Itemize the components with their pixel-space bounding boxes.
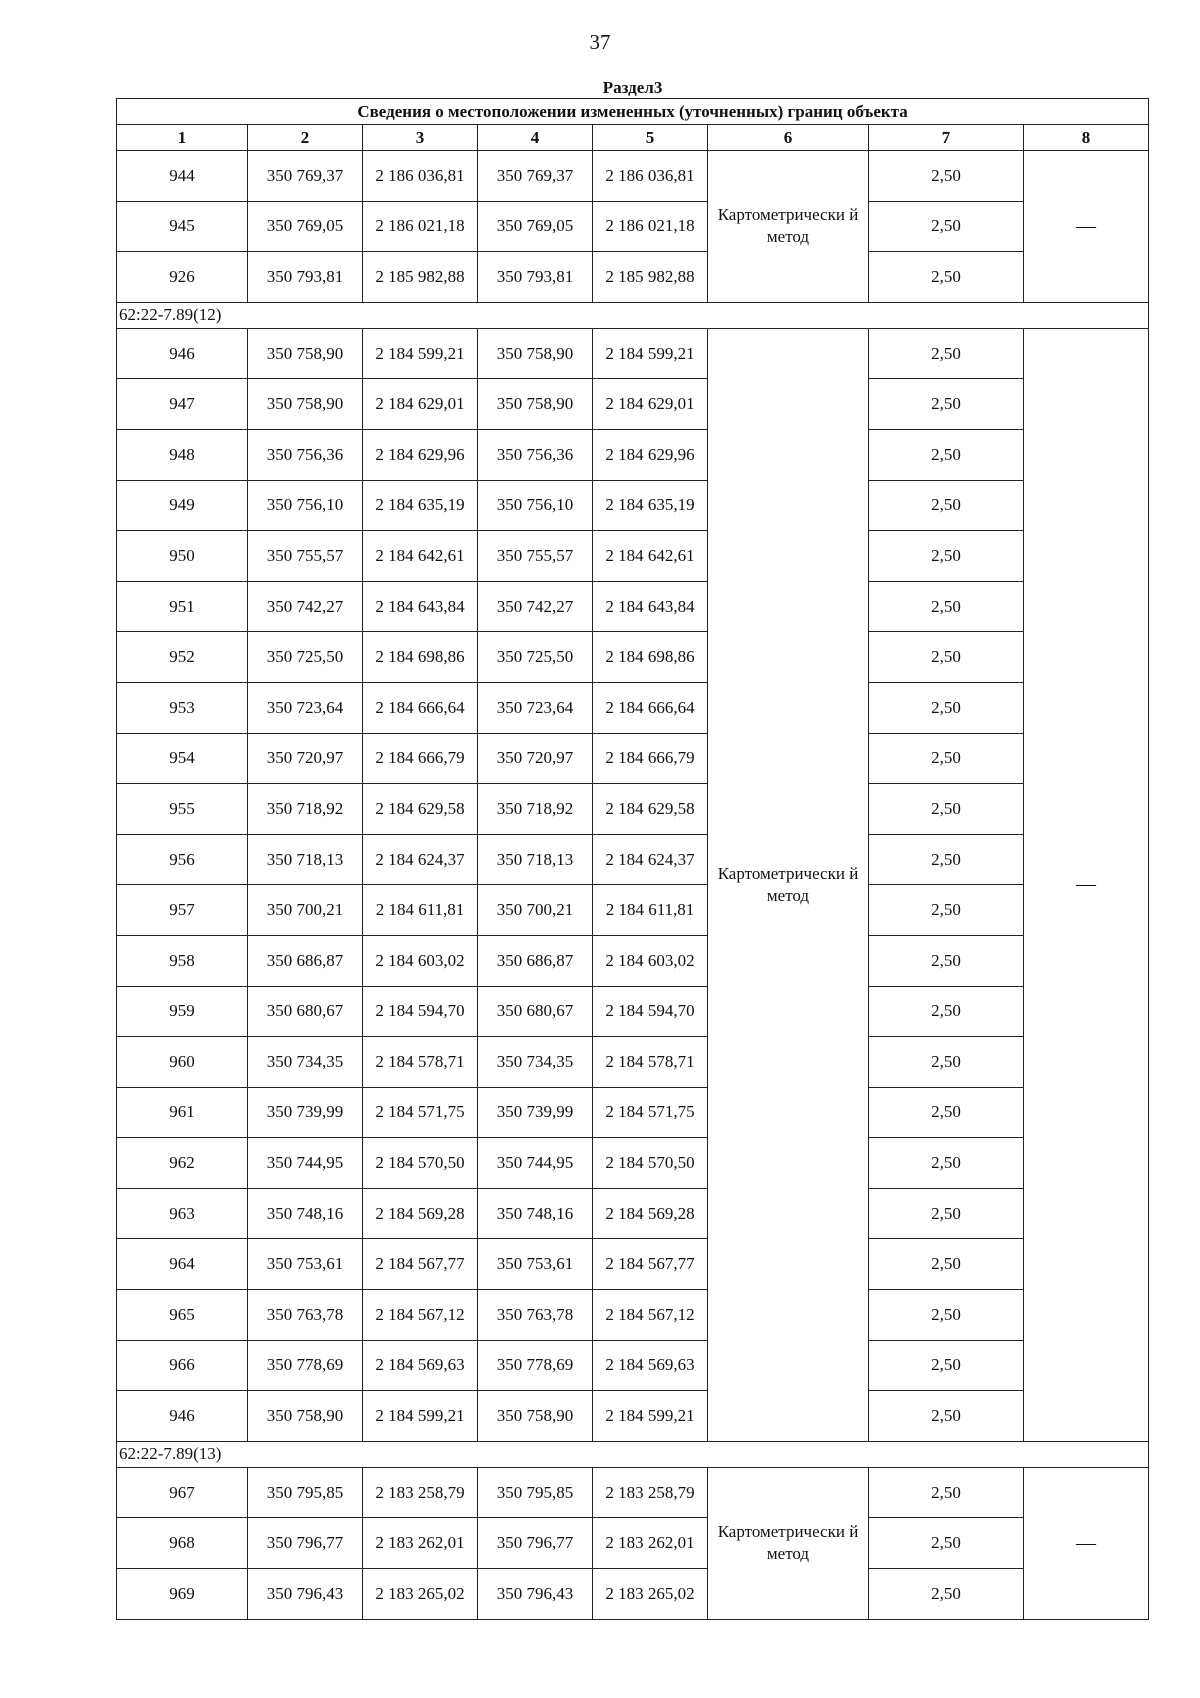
method-cell: Картометрически й метод xyxy=(708,1467,869,1619)
column-header-row xyxy=(117,125,1149,151)
coord-x-new: 350 725,50 xyxy=(478,632,593,683)
coord-x-new: 350 723,64 xyxy=(478,682,593,733)
coord-y-new: 2 184 666,64 xyxy=(593,682,708,733)
coord-x-new: 350 763,78 xyxy=(478,1290,593,1341)
coord-y-new: 2 183 262,01 xyxy=(593,1518,708,1569)
coord-y-old: 2 184 594,70 xyxy=(363,986,478,1037)
page-number: 37 xyxy=(589,30,611,54)
accuracy-value: 2,50 xyxy=(869,1340,1024,1391)
coord-x-new: 350 742,27 xyxy=(478,581,593,632)
accuracy-value: 2,50 xyxy=(869,1138,1024,1189)
point-number: 965 xyxy=(117,1290,248,1341)
table-row xyxy=(117,429,1149,480)
coord-y-old: 2 184 629,01 xyxy=(363,379,478,430)
table-row xyxy=(117,531,1149,582)
coord-y-old: 2 184 578,71 xyxy=(363,1037,478,1088)
coord-y-new: 2 184 698,86 xyxy=(593,632,708,683)
column-header: 6 xyxy=(708,125,869,151)
coord-y-old: 2 184 698,86 xyxy=(363,632,478,683)
coord-x-new: 350 748,16 xyxy=(478,1188,593,1239)
accuracy-value: 2,50 xyxy=(869,784,1024,835)
group-label-row xyxy=(117,1441,1149,1467)
coord-x-new: 350 718,92 xyxy=(478,784,593,835)
accuracy-value: 2,50 xyxy=(869,1087,1024,1138)
table-row xyxy=(117,151,1149,202)
point-number: 959 xyxy=(117,986,248,1037)
coord-y-old: 2 184 599,21 xyxy=(363,328,478,379)
coord-x-old: 350 680,67 xyxy=(248,986,363,1037)
accuracy-value: 2,50 xyxy=(869,834,1024,885)
coord-x-new: 350 769,05 xyxy=(478,201,593,252)
coord-y-new: 2 184 594,70 xyxy=(593,986,708,1037)
column-8-cell: — xyxy=(1024,1467,1149,1619)
accuracy-value: 2,50 xyxy=(869,581,1024,632)
coord-y-old: 2 184 570,50 xyxy=(363,1138,478,1189)
coord-y-new: 2 183 265,02 xyxy=(593,1569,708,1620)
column-header: 2 xyxy=(248,125,363,151)
accuracy-value: 2,50 xyxy=(869,379,1024,430)
coord-x-new: 350 796,77 xyxy=(478,1518,593,1569)
point-number: 946 xyxy=(117,1391,248,1442)
table-title: Сведения о местоположении измененных (уточненных) границ объекта xyxy=(117,99,1149,125)
accuracy-value: 2,50 xyxy=(869,1239,1024,1290)
coord-y-new: 2 184 570,50 xyxy=(593,1138,708,1189)
coord-x-old: 350 769,37 xyxy=(248,151,363,202)
coord-y-old: 2 186 036,81 xyxy=(363,151,478,202)
point-number: 957 xyxy=(117,885,248,936)
coord-x-old: 350 796,43 xyxy=(248,1569,363,1620)
point-number: 958 xyxy=(117,935,248,986)
accuracy-value: 2,50 xyxy=(869,429,1024,480)
point-number: 967 xyxy=(117,1467,248,1518)
coord-y-old: 2 184 629,96 xyxy=(363,429,478,480)
coord-y-old: 2 184 603,02 xyxy=(363,935,478,986)
coord-x-old: 350 769,05 xyxy=(248,201,363,252)
accuracy-value: 2,50 xyxy=(869,1467,1024,1518)
coord-x-new: 350 769,37 xyxy=(478,151,593,202)
coord-x-new: 350 758,90 xyxy=(478,328,593,379)
coord-y-new: 2 184 643,84 xyxy=(593,581,708,632)
accuracy-value: 2,50 xyxy=(869,733,1024,784)
coord-x-old: 350 739,99 xyxy=(248,1087,363,1138)
coord-y-new: 2 184 578,71 xyxy=(593,1037,708,1088)
table-row xyxy=(117,1188,1149,1239)
coord-x-new: 350 739,99 xyxy=(478,1087,593,1138)
point-number: 966 xyxy=(117,1340,248,1391)
coord-y-new: 2 183 258,79 xyxy=(593,1467,708,1518)
point-number: 968 xyxy=(117,1518,248,1569)
coord-x-old: 350 734,35 xyxy=(248,1037,363,1088)
coord-y-new: 2 184 567,12 xyxy=(593,1290,708,1341)
coord-y-old: 2 183 262,01 xyxy=(363,1518,478,1569)
coord-x-new: 350 744,95 xyxy=(478,1138,593,1189)
coord-x-new: 350 795,85 xyxy=(478,1467,593,1518)
point-number: 969 xyxy=(117,1569,248,1620)
coord-x-new: 350 720,97 xyxy=(478,733,593,784)
point-number: 961 xyxy=(117,1087,248,1138)
column-8-cell: — xyxy=(1024,328,1149,1441)
point-number: 955 xyxy=(117,784,248,835)
coord-y-new: 2 184 629,96 xyxy=(593,429,708,480)
point-number: 960 xyxy=(117,1037,248,1088)
coord-x-new: 350 796,43 xyxy=(478,1569,593,1620)
coord-x-old: 350 748,16 xyxy=(248,1188,363,1239)
coord-y-old: 2 186 021,18 xyxy=(363,201,478,252)
table-row xyxy=(117,1340,1149,1391)
coord-y-new: 2 184 642,61 xyxy=(593,531,708,582)
group-label: 62:22-7.89(13) xyxy=(117,1441,1149,1467)
coord-x-old: 350 742,27 xyxy=(248,581,363,632)
coord-x-new: 350 680,67 xyxy=(478,986,593,1037)
accuracy-value: 2,50 xyxy=(869,1569,1024,1620)
coord-x-new: 350 778,69 xyxy=(478,1340,593,1391)
coord-y-new: 2 184 571,75 xyxy=(593,1087,708,1138)
table-row xyxy=(117,1467,1149,1518)
coord-x-old: 350 725,50 xyxy=(248,632,363,683)
coord-y-old: 2 184 599,21 xyxy=(363,1391,478,1442)
coord-x-old: 350 793,81 xyxy=(248,252,363,303)
coord-x-old: 350 720,97 xyxy=(248,733,363,784)
column-header: 8 xyxy=(1024,125,1149,151)
point-number: 946 xyxy=(117,328,248,379)
coord-x-old: 350 686,87 xyxy=(248,935,363,986)
accuracy-value: 2,50 xyxy=(869,885,1024,936)
coord-y-old: 2 184 569,28 xyxy=(363,1188,478,1239)
coord-x-old: 350 758,90 xyxy=(248,1391,363,1442)
accuracy-value: 2,50 xyxy=(869,201,1024,252)
coord-x-old: 350 796,77 xyxy=(248,1518,363,1569)
coord-x-new: 350 756,36 xyxy=(478,429,593,480)
column-header: 3 xyxy=(363,125,478,151)
accuracy-value: 2,50 xyxy=(869,1037,1024,1088)
table-row xyxy=(117,1087,1149,1138)
point-number: 962 xyxy=(117,1138,248,1189)
table-row xyxy=(117,1290,1149,1341)
table-row xyxy=(117,885,1149,936)
coord-y-old: 2 184 666,79 xyxy=(363,733,478,784)
point-number: 956 xyxy=(117,834,248,885)
table-row xyxy=(117,379,1149,430)
point-number: 951 xyxy=(117,581,248,632)
coord-y-old: 2 184 642,61 xyxy=(363,531,478,582)
column-header: 1 xyxy=(117,125,248,151)
point-number: 944 xyxy=(117,151,248,202)
group-label: 62:22-7.89(12) xyxy=(117,302,1149,328)
point-number: 954 xyxy=(117,733,248,784)
point-number: 948 xyxy=(117,429,248,480)
coord-y-old: 2 184 666,64 xyxy=(363,682,478,733)
coord-x-old: 350 718,13 xyxy=(248,834,363,885)
coord-x-old: 350 756,36 xyxy=(248,429,363,480)
coord-x-new: 350 686,87 xyxy=(478,935,593,986)
coord-x-new: 350 758,90 xyxy=(478,1391,593,1442)
coord-y-old: 2 184 569,63 xyxy=(363,1340,478,1391)
coord-x-new: 350 755,57 xyxy=(478,531,593,582)
method-cell: Картометрически й метод xyxy=(708,328,869,1441)
coord-y-new: 2 184 599,21 xyxy=(593,1391,708,1442)
coord-y-old: 2 185 982,88 xyxy=(363,252,478,303)
point-number: 950 xyxy=(117,531,248,582)
point-number: 947 xyxy=(117,379,248,430)
accuracy-value: 2,50 xyxy=(869,986,1024,1037)
accuracy-value: 2,50 xyxy=(869,252,1024,303)
coord-y-new: 2 184 599,21 xyxy=(593,328,708,379)
point-number: 949 xyxy=(117,480,248,531)
coord-y-new: 2 186 036,81 xyxy=(593,151,708,202)
coord-x-old: 350 700,21 xyxy=(248,885,363,936)
coord-y-old: 2 184 643,84 xyxy=(363,581,478,632)
coord-x-new: 350 718,13 xyxy=(478,834,593,885)
coord-x-old: 350 723,64 xyxy=(248,682,363,733)
coord-y-new: 2 184 635,19 xyxy=(593,480,708,531)
point-number: 952 xyxy=(117,632,248,683)
coord-x-new: 350 700,21 xyxy=(478,885,593,936)
column-header: 7 xyxy=(869,125,1024,151)
coord-x-old: 350 763,78 xyxy=(248,1290,363,1341)
accuracy-value: 2,50 xyxy=(869,632,1024,683)
table-row xyxy=(117,581,1149,632)
column-8-cell: — xyxy=(1024,151,1149,303)
section-title: Раздел3 xyxy=(602,78,663,97)
coord-y-old: 2 183 258,79 xyxy=(363,1467,478,1518)
table-row xyxy=(117,201,1149,252)
table-row xyxy=(117,1138,1149,1189)
table-row xyxy=(117,1037,1149,1088)
coord-y-old: 2 184 571,75 xyxy=(363,1087,478,1138)
coord-x-old: 350 758,90 xyxy=(248,379,363,430)
coord-y-new: 2 185 982,88 xyxy=(593,252,708,303)
coord-x-new: 350 753,61 xyxy=(478,1239,593,1290)
table-row xyxy=(117,682,1149,733)
coord-x-new: 350 734,35 xyxy=(478,1037,593,1088)
coord-y-new: 2 186 021,18 xyxy=(593,201,708,252)
accuracy-value: 2,50 xyxy=(869,328,1024,379)
table-row xyxy=(117,1518,1149,1569)
coord-y-new: 2 184 569,63 xyxy=(593,1340,708,1391)
table-row xyxy=(117,784,1149,835)
coord-x-old: 350 756,10 xyxy=(248,480,363,531)
coord-x-old: 350 755,57 xyxy=(248,531,363,582)
coord-y-new: 2 184 666,79 xyxy=(593,733,708,784)
coord-y-old: 2 184 624,37 xyxy=(363,834,478,885)
table-row xyxy=(117,480,1149,531)
table-row xyxy=(117,986,1149,1037)
table-row xyxy=(117,834,1149,885)
accuracy-value: 2,50 xyxy=(869,1518,1024,1569)
coord-y-old: 2 184 629,58 xyxy=(363,784,478,835)
table-row xyxy=(117,632,1149,683)
accuracy-value: 2,50 xyxy=(869,480,1024,531)
point-number: 963 xyxy=(117,1188,248,1239)
coord-y-old: 2 184 635,19 xyxy=(363,480,478,531)
method-cell: Картометрически й метод xyxy=(708,151,869,303)
group-label-row xyxy=(117,302,1149,328)
table-row xyxy=(117,1569,1149,1620)
coord-x-new: 350 758,90 xyxy=(478,379,593,430)
accuracy-value: 2,50 xyxy=(869,682,1024,733)
table-row xyxy=(117,733,1149,784)
accuracy-value: 2,50 xyxy=(869,935,1024,986)
table-row xyxy=(117,1391,1149,1442)
section-title-row xyxy=(117,78,1149,99)
table-row xyxy=(117,935,1149,986)
accuracy-value: 2,50 xyxy=(869,151,1024,202)
table-row xyxy=(117,328,1149,379)
coord-x-new: 350 793,81 xyxy=(478,252,593,303)
coord-y-new: 2 184 603,02 xyxy=(593,935,708,986)
coord-x-old: 350 718,92 xyxy=(248,784,363,835)
point-number: 953 xyxy=(117,682,248,733)
coord-x-old: 350 744,95 xyxy=(248,1138,363,1189)
accuracy-value: 2,50 xyxy=(869,1188,1024,1239)
coord-y-new: 2 184 629,58 xyxy=(593,784,708,835)
column-header: 5 xyxy=(593,125,708,151)
table-title-row xyxy=(117,99,1149,125)
coord-y-old: 2 183 265,02 xyxy=(363,1569,478,1620)
accuracy-value: 2,50 xyxy=(869,1290,1024,1341)
coordinates-table xyxy=(116,78,1149,1620)
accuracy-value: 2,50 xyxy=(869,531,1024,582)
coord-y-old: 2 184 611,81 xyxy=(363,885,478,936)
coord-y-new: 2 184 569,28 xyxy=(593,1188,708,1239)
coord-y-new: 2 184 624,37 xyxy=(593,834,708,885)
coord-y-new: 2 184 611,81 xyxy=(593,885,708,936)
point-number: 964 xyxy=(117,1239,248,1290)
column-header: 4 xyxy=(478,125,593,151)
point-number: 945 xyxy=(117,201,248,252)
point-number: 926 xyxy=(117,252,248,303)
table-row xyxy=(117,252,1149,303)
coord-x-old: 350 758,90 xyxy=(248,328,363,379)
table-row xyxy=(117,1239,1149,1290)
coord-x-old: 350 795,85 xyxy=(248,1467,363,1518)
coord-y-new: 2 184 629,01 xyxy=(593,379,708,430)
accuracy-value: 2,50 xyxy=(869,1391,1024,1442)
coord-y-old: 2 184 567,12 xyxy=(363,1290,478,1341)
coord-x-old: 350 753,61 xyxy=(248,1239,363,1290)
coord-y-new: 2 184 567,77 xyxy=(593,1239,708,1290)
coord-x-new: 350 756,10 xyxy=(478,480,593,531)
coord-y-old: 2 184 567,77 xyxy=(363,1239,478,1290)
coord-x-old: 350 778,69 xyxy=(248,1340,363,1391)
